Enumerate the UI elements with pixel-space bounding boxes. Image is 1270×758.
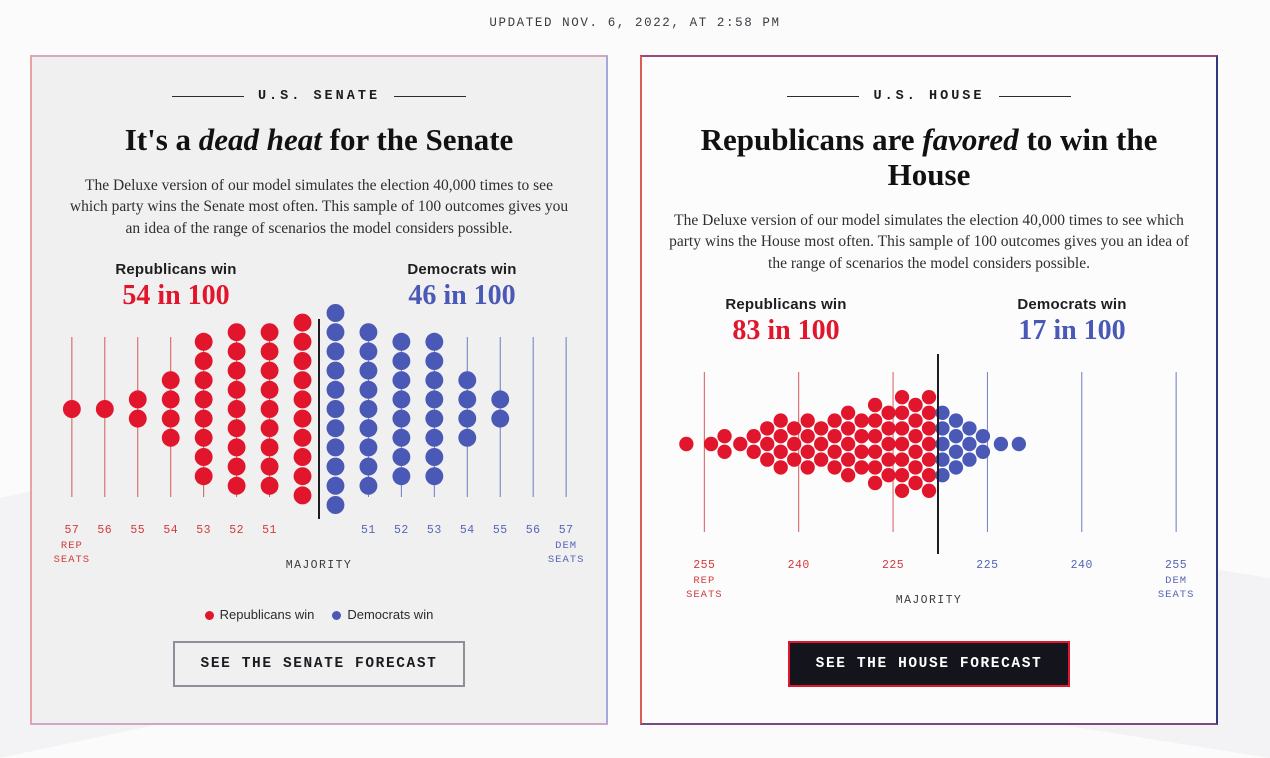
house-card [640,55,1218,725]
house-headline-pre: Republicans are [700,122,923,157]
senate-majority-label: MAJORITY [285,559,353,573]
house-headline-em: favored [922,122,1019,157]
house-rep-odds-value: 83 in 100 [732,315,840,347]
axis-tick: 255 DEM SEATS [1157,559,1195,601]
house-axis [664,554,1194,616]
axis-tick: 55 [130,524,146,538]
axis-tick: 52 [393,524,409,538]
legend-rep-label: Republicans win [219,607,315,623]
legend-republicans [205,607,315,622]
axis-tick: 56 [525,524,541,538]
axis-tick: 55 [492,524,508,538]
senate-dem-odds-value: 46 in 100 [408,280,516,312]
rule-left [172,96,244,97]
house-dem-odds-value: 17 in 100 [1018,315,1126,347]
senate-rep-odds-label: Republicans win [115,261,237,279]
house-dotplot [664,354,1194,554]
house-dem-odds-label: Democrats win [1017,296,1127,314]
legend-dem-dot-icon [332,611,341,620]
senate-dotplot [54,319,584,519]
axis-tick: 54 [163,524,179,538]
rule-right [999,96,1071,97]
axis-tick: 225 [881,559,905,573]
senate-legend [32,607,606,622]
legend-rep-dot-icon [205,611,214,620]
axis-tick: 51 [262,524,277,538]
house-majority-label: MAJORITY [895,594,963,608]
axis-tick: 57 DEM SEATS [547,524,585,566]
senate-cta [32,641,606,687]
house-headline-post: to win the House [887,122,1158,193]
senate-dem-odds [362,261,562,312]
axis-tick: 240 [1070,559,1093,573]
house-dem-odds [972,296,1172,347]
house-eyebrow [642,89,1216,104]
axis-tick: 52 [229,524,245,538]
house-forecast-button[interactable]: SEE THE HOUSE FORECAST [788,641,1071,687]
senate-headline [72,122,566,157]
rule-right [394,96,466,97]
house-cta [642,641,1216,687]
house-rep-odds-label: Republicans win [725,296,847,314]
axis-tick: 54 [459,524,475,538]
senate-rep-odds-value: 54 in 100 [122,280,230,312]
senate-card [30,55,608,725]
house-blurb: The Deluxe version of our model simulates the election 40,000 times to see which party wins the House most often. This sample of 100 outcomes gives you an idea of the range of scenarios the model considers possible. [669,212,1189,272]
senate-axis [54,519,584,581]
senate-headline-pre: It's a [124,122,199,157]
rule-left [787,96,859,97]
senate-forecast-button[interactable]: SEE THE SENATE FORECAST [173,641,466,687]
axis-tick: 225 [976,559,999,573]
axis-tick: 56 [97,524,113,538]
axis-tick: 255 REP SEATS [686,559,723,601]
house-rep-odds [686,296,886,347]
forecast-cards [30,55,1218,725]
senate-eyebrow [32,89,606,104]
senate-blurb: The Deluxe version of our model simulates the election 40,000 times to see which party wins the Senate most often. This sample of 100 outcomes gives you an idea of the range of scenarios the model considers possible. [69,177,569,237]
senate-odds [32,261,606,319]
axis-tick: 53 [196,524,212,538]
house-eyebrow-label: U.S. HOUSE [873,89,985,104]
senate-rep-odds [76,261,276,312]
senate-dem-odds-label: Democrats win [407,261,517,279]
senate-headline-post: for the Senate [321,122,514,157]
senate-eyebrow-label: U.S. SENATE [257,89,381,104]
legend-democrats [332,607,433,622]
legend-dem-label: Democrats win [347,607,434,623]
axis-tick: 53 [426,524,442,538]
axis-tick: 240 [787,559,810,573]
house-headline [682,122,1176,192]
axis-tick: 51 [361,524,376,538]
axis-tick: 57 REP SEATS [53,524,91,566]
updated-timestamp: UPDATED NOV. 6, 2022, AT 2:58 PM [489,16,781,30]
house-odds [642,296,1216,354]
senate-headline-em: dead heat [198,122,322,157]
